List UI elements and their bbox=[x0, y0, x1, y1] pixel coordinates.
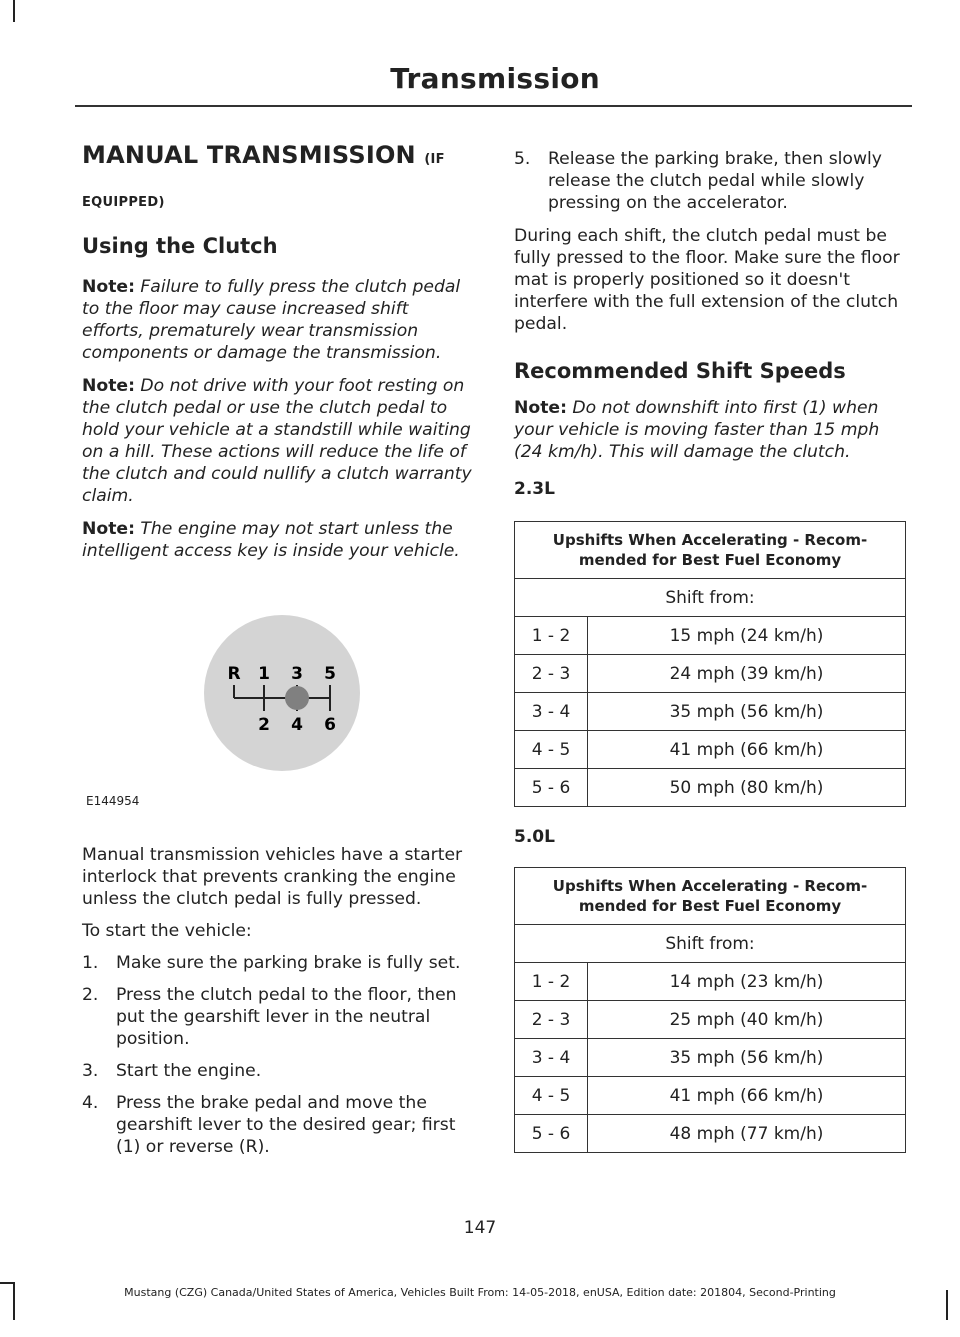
table-header: Upshifts When Accelerating - Recom-mended for Best Fuel Economy bbox=[515, 868, 906, 925]
table-row: 5 - 6 48 mph (77 km/h) bbox=[515, 1115, 906, 1153]
table-header: Upshifts When Accelerating - Recom-mended for Best Fuel Economy bbox=[515, 522, 906, 579]
crop-mark-top-left bbox=[13, 0, 15, 22]
note-2: Note: Do not drive with your foot resting on the clutch pedal or use the clutch pedal to hold your vehicle at a standstill while waiting on a hill. These actions will reduce the life of the clutch and could nullify a clutch warranty claim. bbox=[82, 376, 472, 506]
table-subheader: Shift from: bbox=[515, 579, 906, 617]
gear-label-6: 6 bbox=[324, 715, 336, 735]
gear-label-4: 4 bbox=[291, 715, 303, 735]
list-item: 4. Press the brake pedal and move the gearshift lever to the desired gear; first (1) or reverse (R). bbox=[82, 1093, 456, 1157]
crop-mark-bottom-left-h bbox=[0, 1282, 14, 1284]
gear-label-1: 1 bbox=[258, 664, 270, 684]
shift-table-5-0l bbox=[514, 867, 906, 1153]
start-steps-list bbox=[82, 952, 474, 1158]
table-row: 4 - 5 41 mph (66 km/h) bbox=[515, 1077, 906, 1115]
right-column bbox=[514, 148, 906, 1153]
start-steps-list-cont bbox=[514, 148, 906, 214]
table-subheader: Shift from: bbox=[515, 925, 906, 963]
table-row: 3 - 4 35 mph (56 km/h) bbox=[515, 1039, 906, 1077]
subhead-using-clutch: Using the Clutch bbox=[82, 234, 278, 258]
shift-table-2-3l bbox=[514, 521, 906, 807]
interlock-paragraph: Manual transmission vehicles have a starter interlock that prevents cranking the engine unless the clutch pedal is fully pressed. bbox=[82, 845, 463, 909]
list-item: 2. Press the clutch pedal to the floor, then put the gearshift lever in the neutral position. bbox=[82, 985, 457, 1049]
list-item: 3. Start the engine. bbox=[82, 1061, 262, 1081]
table-row: 2 - 3 25 mph (40 km/h) bbox=[515, 1001, 906, 1039]
gear-label-r: R bbox=[227, 664, 241, 684]
section-title: MANUAL TRANSMISSION (IF bbox=[82, 141, 445, 169]
note-3: Note: The engine may not start unless the intelligent access key is inside your vehicle. bbox=[82, 519, 460, 561]
gear-label-5: 5 bbox=[324, 664, 336, 684]
table-row: 5 - 6 50 mph (80 km/h) bbox=[515, 769, 906, 807]
gearshift-pattern-icon bbox=[82, 580, 474, 812]
gear-label-2: 2 bbox=[258, 715, 270, 735]
left-column bbox=[82, 140, 474, 1158]
subhead-shift-speeds: Recommended Shift Speeds bbox=[514, 359, 846, 383]
engine-label-2-3l: 2.3L bbox=[514, 479, 555, 499]
gearshift-pattern-figure bbox=[82, 580, 474, 812]
table-row: 1 - 2 15 mph (24 km/h) bbox=[515, 617, 906, 655]
footer-text: Mustang (CZG) Canada/United States of America, Vehicles Built From: 14-05-2018, enUSA, Edition date: 201804, Second-Printing bbox=[124, 1286, 836, 1299]
note-1: Note: Failure to fully press the clutch pedal to the floor may cause increased shift efforts, prematurely wear transmission components or damage the transmission. bbox=[82, 277, 461, 363]
page-header-title: Transmission bbox=[390, 62, 600, 95]
page-number: 147 bbox=[463, 1218, 497, 1238]
section-title-continued: EQUIPPED) bbox=[82, 195, 165, 210]
gear-label-3: 3 bbox=[291, 664, 303, 684]
note-downshift: Note: Do not downshift into first (1) when your vehicle is moving faster than 15 mph (24 km/h). This will damage the clutch. bbox=[514, 398, 880, 462]
header-rule bbox=[75, 105, 912, 107]
engine-label-5-0l: 5.0L bbox=[514, 827, 555, 847]
list-item: 5. Release the parking brake, then slowly release the clutch pedal while slowly pressing on the accelerator. bbox=[514, 149, 882, 213]
start-intro: To start the vehicle: bbox=[82, 921, 252, 941]
figure-code: E144954 bbox=[86, 794, 140, 808]
table-row: 3 - 4 35 mph (56 km/h) bbox=[515, 693, 906, 731]
table-row: 4 - 5 41 mph (66 km/h) bbox=[515, 731, 906, 769]
table-row: 1 - 2 14 mph (23 km/h) bbox=[515, 963, 906, 1001]
list-item: 1. Make sure the parking brake is fully set. bbox=[82, 953, 461, 973]
table-row: 2 - 3 24 mph (39 km/h) bbox=[515, 655, 906, 693]
shift-paragraph: During each shift, the clutch pedal must be fully pressed to the floor. Make sure the floor mat is properly positioned so it doesn't interfere with the full extension of the clutch pedal. bbox=[514, 226, 900, 334]
